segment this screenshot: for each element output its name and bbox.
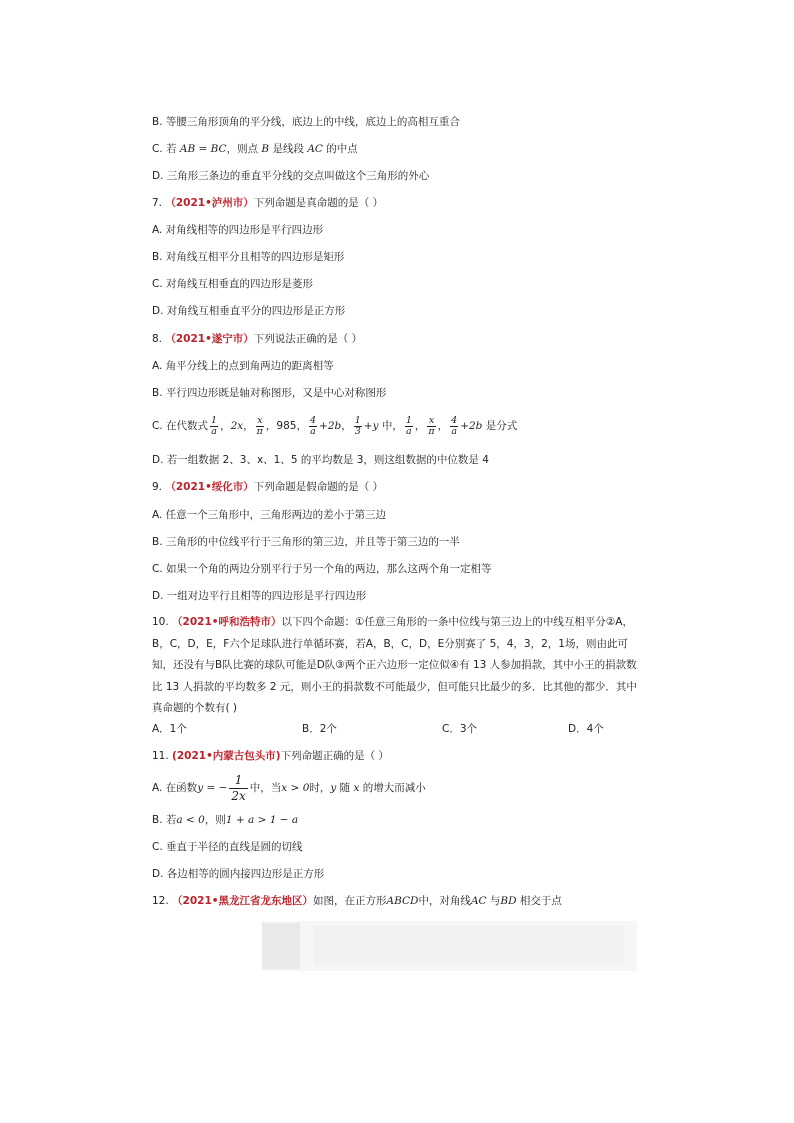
option-d-prev: D. 三角形三条边的垂直平分线的交点叫做这个三角形的外心 [152, 170, 430, 182]
question-source: （2021•泸州市） [165, 197, 254, 209]
question-source: （2021•呼和浩特市） [172, 616, 282, 628]
faded-block [262, 923, 300, 969]
question-8: 8. （2021•遂宁市）下列说法正确的是（ ） [152, 333, 363, 345]
fraction: $\frac{4}{a}$ [451, 414, 458, 437]
option-c-prev: C. 若 AB = BC，则点 B 是线段 AC 的中点 [152, 143, 358, 155]
q8-option-c: C. 在代数式 $\frac{1}{a}$ ，2x， $\frac{x}{\pi}$ ，985， $\frac{4}{a}$ +2b， $\frac{1}{3}$ +y 中， $\frac{1}{a}$ ， $\frac{x}{\pi}$ ， $\frac{4}{a}$ +2b 是分式 [152, 414, 518, 437]
question-12: 12. （2021•黑龙江省龙东地区）如图，在正方形ABCD中，对角线AC 与BD 相交于点 [152, 895, 562, 907]
question-source: （2021•遂宁市） [165, 333, 254, 345]
q8-option-a: A. 角平分线上的点到角两边的距离相等 [152, 360, 334, 372]
fraction: $\frac{1}{a}$ [405, 414, 412, 437]
q8-option-b: B. 平行四边形既是轴对称图形，又是中心对称图形 [152, 387, 387, 399]
option-b-prev: B. 等腰三角形顶角的平分线，底边上的中线，底边上的高相互重合 [152, 116, 460, 128]
q10-option-c: C．3个 [442, 723, 478, 735]
q11-option-c: C. 垂直于半径的直线是圆的切线 [152, 841, 303, 853]
question-source: (2021•内蒙古包头市) [172, 750, 281, 762]
q11-option-d: D. 各边相等的圆内接四边形是正方形 [152, 868, 325, 880]
fraction: $\frac{x}{\pi}$ [428, 414, 435, 437]
q11-option-a: A. 在函数y = − $\frac{1}{2x}$ 中，当x > 0时，y 随 x 的增大而减小 [152, 772, 426, 803]
q10-option-d: D．4个 [568, 723, 604, 735]
question-10: 10. （2021•呼和浩特市）以下四个命题：①任意三角形的一条中位线与第三边上的中线互相平分②A，B，C，D，E，F六个足球队进行单循环赛，若A，B，C，D，E分别赛了 5，4，3，2，1场，则由此可知，还没有与B队比赛的球队可能是D队③两个正六边形一定位似④有 13 人参加捐款，其中小王的捐款数比 13 人捐款的平均数多 2 元，则小王的捐款数不可能最少，但可能只比最少的多．比其他的都少．其中真命题的个数有( ) [152, 616, 637, 714]
q7-option-d: D. 对角线互相垂直平分的四边形是正方形 [152, 305, 346, 317]
fraction: $\frac{1}{3}$ [354, 414, 361, 437]
q7-option-c: C. 对角线互相垂直的四边形是菱形 [152, 278, 314, 290]
question-11: 11. (2021•内蒙古包头市)下列命题正确的是（ ） [152, 750, 389, 762]
q9-option-c: C. 如果一个角的两边分别平行于另一个角的两边，那么这两个角一定相等 [152, 563, 492, 575]
fraction: $\frac{1}{2x}$ [231, 772, 246, 803]
q10-option-a: A．1个 [152, 723, 187, 735]
fraction: $\frac{x}{\pi}$ [256, 414, 263, 437]
q9-option-b: B. 三角形的中位线平行于三角形的第三边，并且等于第三边的一半 [152, 536, 460, 548]
faded-content-region [262, 921, 637, 971]
q7-option-b: B. 对角线互相平分且相等的四边形是矩形 [152, 251, 345, 263]
q7-option-a: A. 对角线相等的四边形是平行四边形 [152, 224, 324, 236]
fraction: $\frac{4}{a}$ [309, 414, 317, 437]
q10-option-b: B．2个 [302, 723, 337, 735]
q11-option-b: B. 若a < 0，则1 + a > 1 − a [152, 814, 299, 826]
q9-option-d: D. 一组对边平行且相等的四边形是平行四边形 [152, 590, 367, 602]
q8-option-d: D. 若一组数据 2、3、x、1、5 的平均数是 3，则这组数据的中位数是 4 [152, 454, 489, 466]
faded-bar [314, 925, 624, 965]
question-source: （2021•绥化市） [165, 481, 254, 493]
question-source: （2021•黑龙江省龙东地区） [172, 895, 313, 907]
question-7: 7. （2021•泸州市）下列命题是真命题的是（ ） [152, 197, 384, 209]
question-9: 9. （2021•绥化市）下列命题是假命题的是（ ） [152, 481, 384, 493]
fraction: $\frac{1}{a}$ [211, 414, 218, 437]
q9-option-a: A. 任意一个三角形中，三角形两边的差小于第三边 [152, 509, 387, 521]
